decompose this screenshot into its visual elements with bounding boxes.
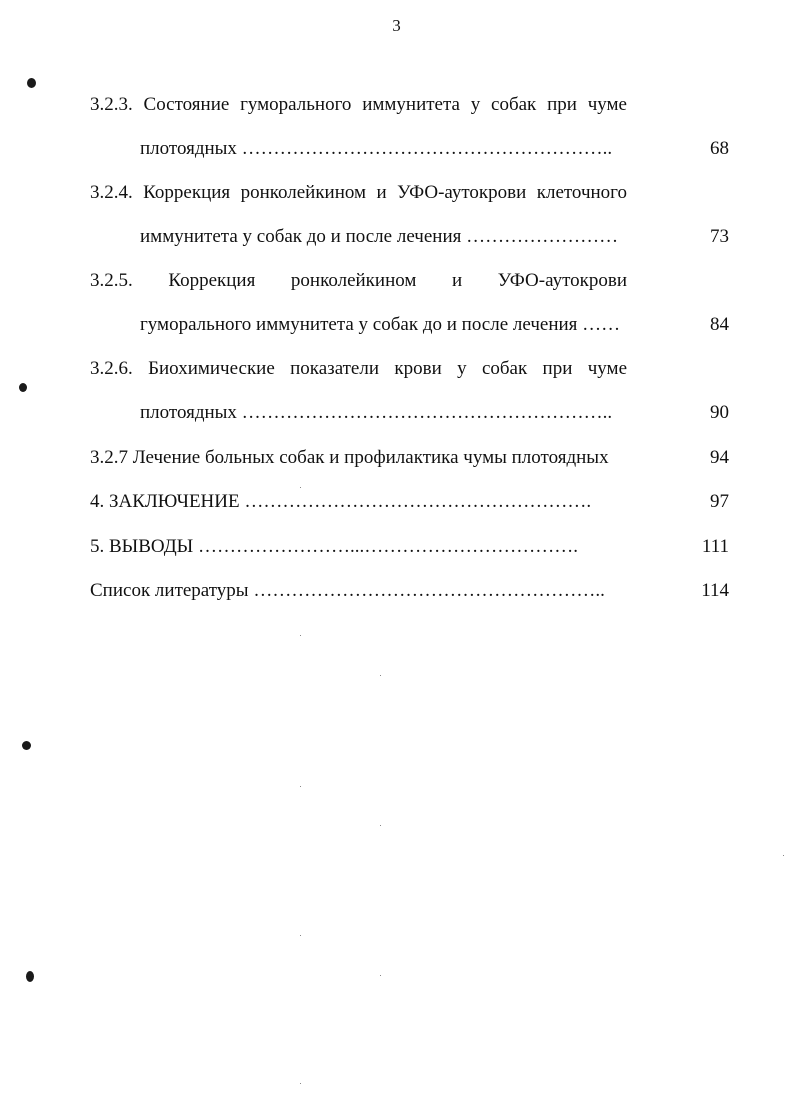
scan-dot <box>300 786 301 787</box>
scan-dot <box>380 675 381 676</box>
scan-dot <box>300 487 301 488</box>
toc-entry-title-continuation: плотоядных ………………………………………………….. <box>140 402 613 423</box>
toc-entry-title-continuation: плотоядных ………………………………………………….. <box>140 138 613 159</box>
toc-entry-title: 4. ЗАКЛЮЧЕНИЕ ………………………………………………. <box>90 491 592 512</box>
scan-dot <box>300 935 301 936</box>
toc-page-number: 90 <box>710 402 729 423</box>
scan-dot <box>300 1083 301 1084</box>
toc-page-number: 94 <box>710 447 729 468</box>
toc-page-number: 73 <box>710 226 729 247</box>
toc-entry-title: 3.2.7 Лечение больных собак и профилактика чумы плотоядных <box>90 447 609 468</box>
scan-dot <box>380 825 381 826</box>
scan-speck <box>26 971 34 982</box>
toc-page-number: 111 <box>701 536 729 557</box>
scan-speck <box>19 383 27 392</box>
toc-entry-title: Список литературы ……………………………………………….. <box>90 580 605 601</box>
toc-entry-title: 3.2.5. Коррекция ронколейкином и УФО-аутокрови <box>90 270 627 291</box>
scan-speck <box>22 741 31 750</box>
toc-entry-title: 3.2.6. Биохимические показатели крови у собак при чуме <box>90 358 627 379</box>
toc-entry-title: 3.2.4. Коррекция ронколейкином и УФО-аутокрови клеточного <box>90 182 627 203</box>
scan-dot <box>380 975 381 976</box>
scan-speck <box>27 78 36 88</box>
scan-dot <box>300 635 301 636</box>
toc-entry-title: 5. ВЫВОДЫ ……………………...……………………………. <box>90 536 578 557</box>
toc-page-number: 97 <box>710 491 729 512</box>
page-number: 3 <box>392 16 401 35</box>
toc-entry-title-continuation: иммунитета у собак до и после лечения …………………… <box>140 226 619 247</box>
toc-page-number: 84 <box>710 314 729 335</box>
scan-dot <box>783 855 784 856</box>
toc-page-number: 114 <box>701 580 729 601</box>
toc-entry-title-continuation: гуморального иммунитета у собак до и после лечения …… <box>140 314 621 335</box>
toc-page-number: 68 <box>710 138 729 159</box>
toc-entry-title: 3.2.3. Состояние гуморального иммунитета у собак при чуме <box>90 94 627 115</box>
